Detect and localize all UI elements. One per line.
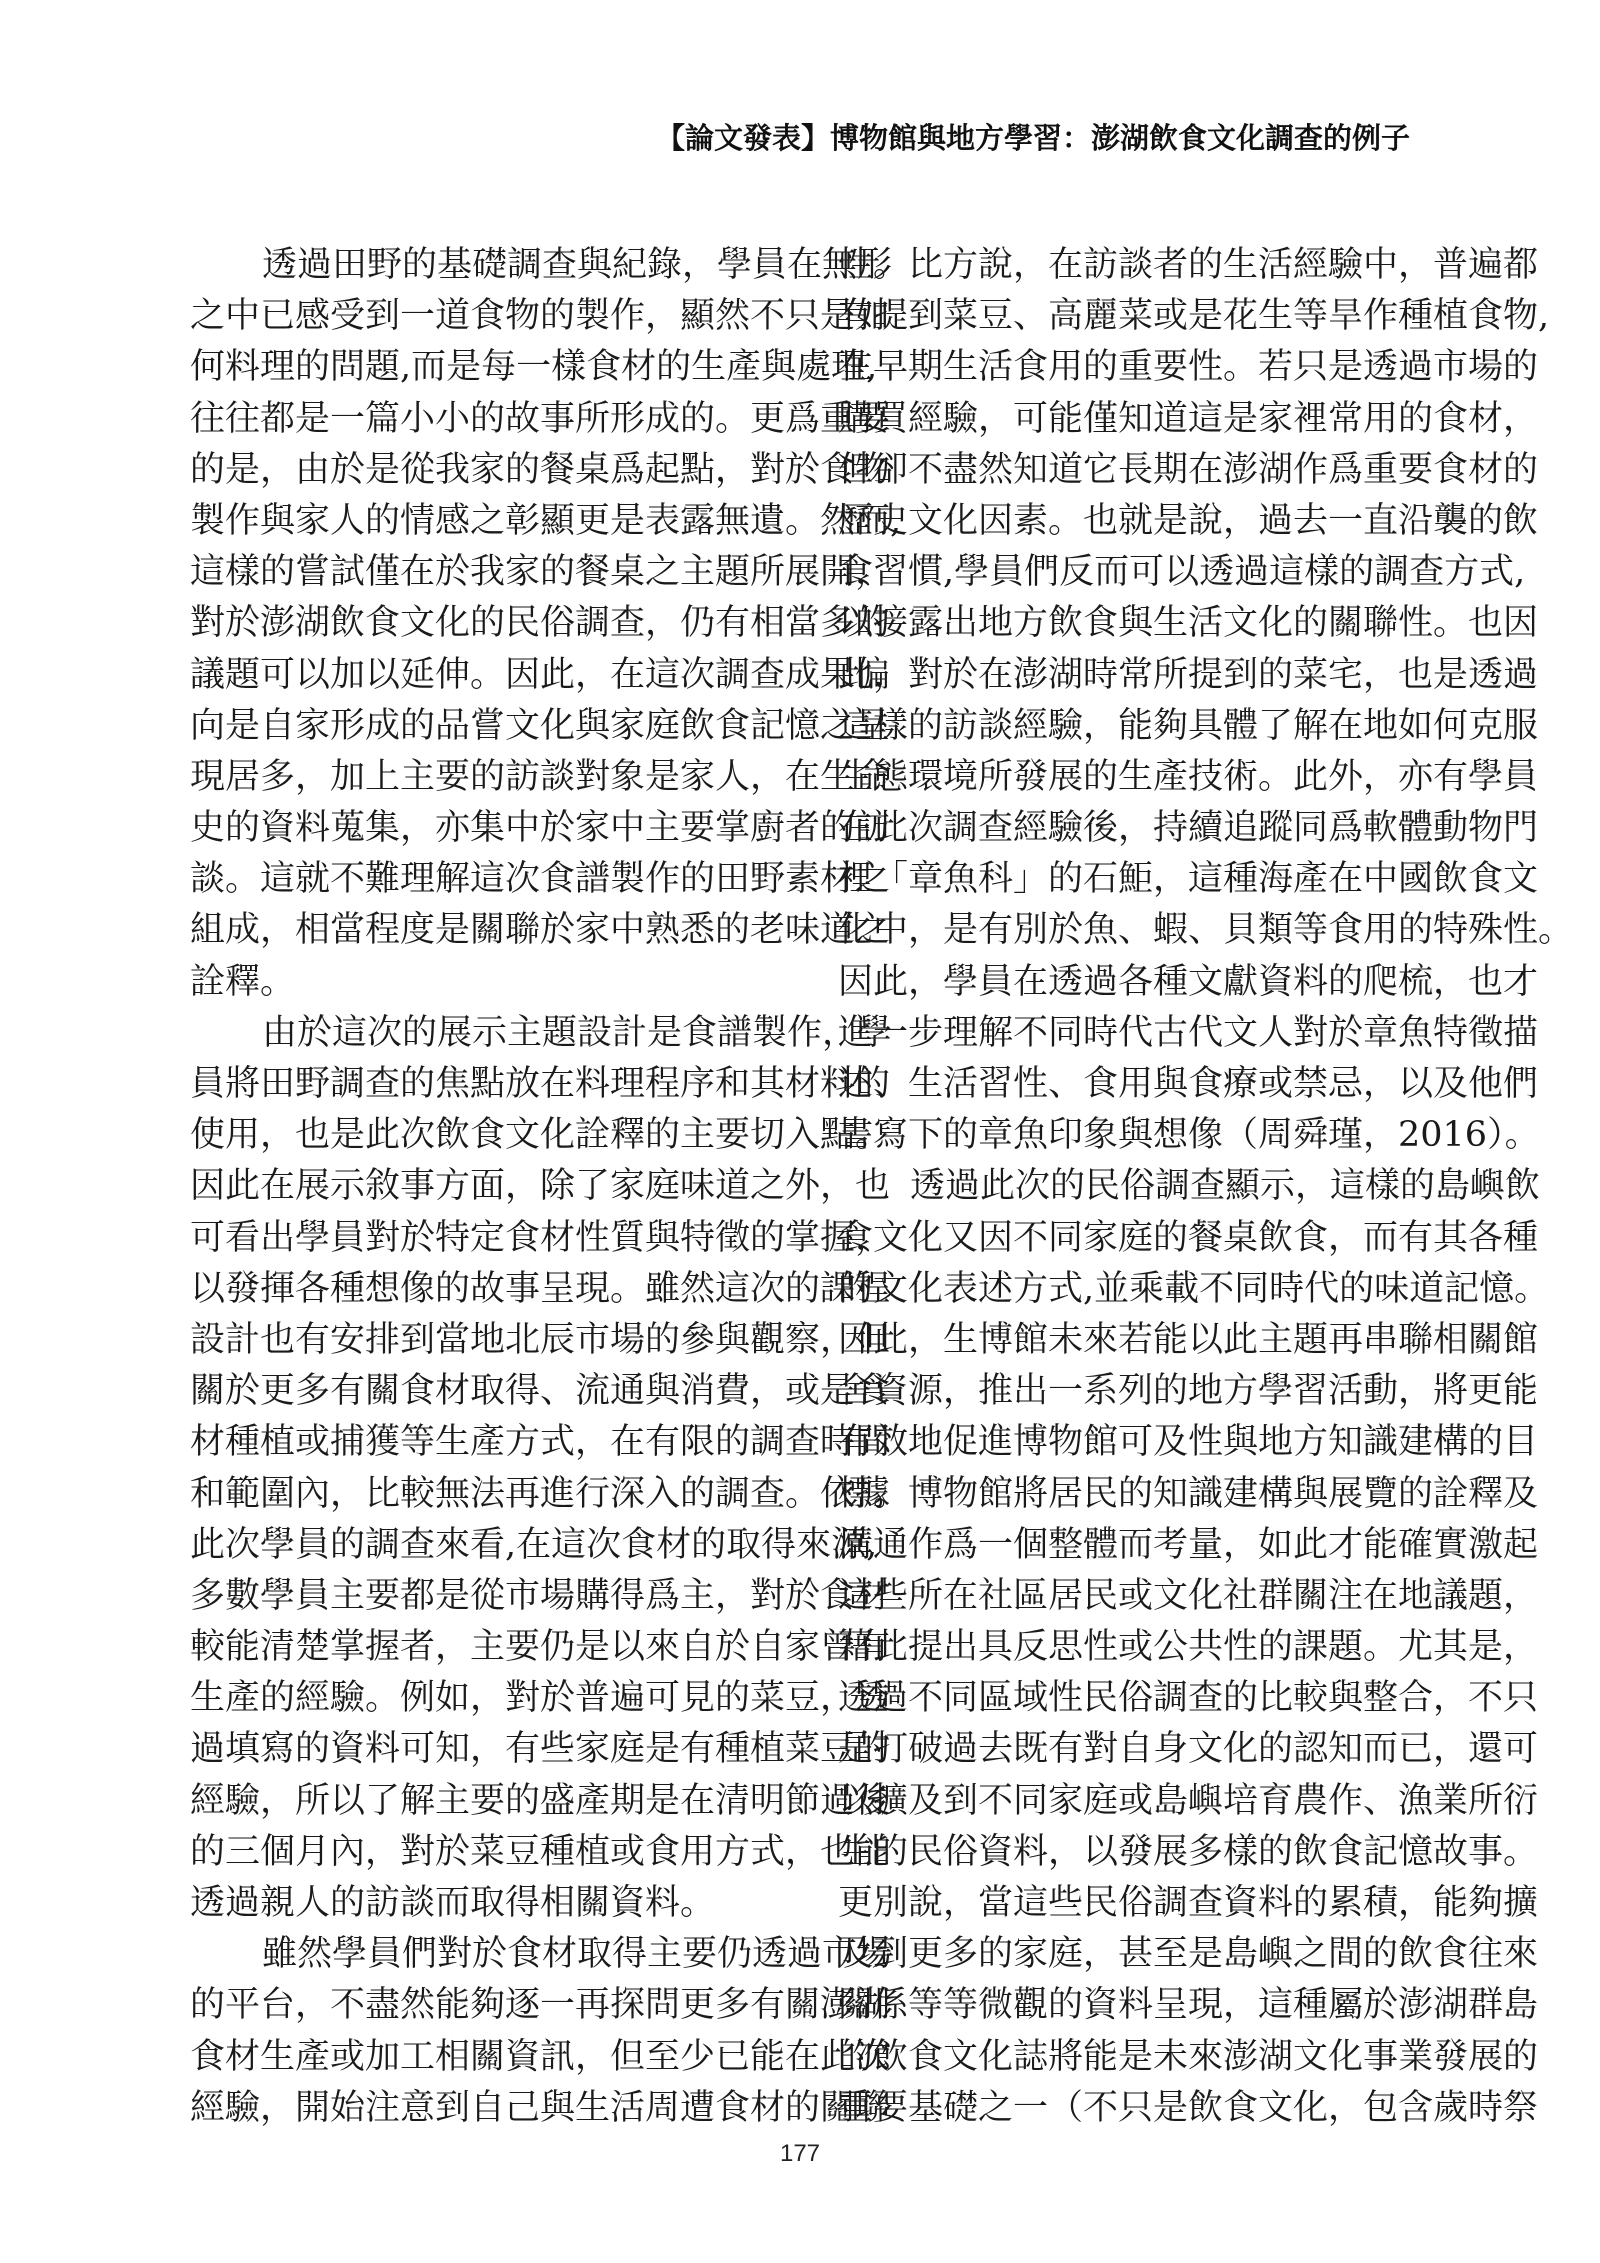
text-line: 多數學員主要都是從市場購得爲主，對於食材 <box>190 1575 891 1616</box>
text-line: 和範圍內，比較無法再進行深入的調查。依據 <box>190 1473 891 1514</box>
text-line: 往往都是一篇小小的故事所形成的。更爲重要 <box>190 398 891 439</box>
text-line: 及到更多的家庭，甚至是島嶼之間的飲食往來 <box>838 1934 1539 1975</box>
text-line: 生的民俗資料，以發展多樣的飲食記憶故事。 <box>838 1831 1539 1872</box>
text-line: 詮釋。 <box>190 961 296 1002</box>
text-line: 過填寫的資料可知，有些家庭是有種植菜豆的 <box>190 1729 891 1770</box>
text-line: 以發揮各種想像的故事呈現。雖然這次的課程 <box>190 1268 891 1309</box>
text-line: 透過田野的基礎調查與紀錄，學員在無形 <box>262 245 893 285</box>
text-line: 關係等等微觀的資料呈現，這種屬於澎湖群島 <box>838 1985 1539 2026</box>
text-line: 對於澎湖飲食文化的民俗調查，仍有相當多的 <box>190 603 891 644</box>
text-line: 生產的經驗。例如，對於普遍可見的菜豆，透 <box>190 1678 891 1719</box>
text-line: 因此，學員在透過各種文獻資料的爬梳，也才 <box>838 961 1539 1002</box>
text-line: 食文化又因不同家庭的餐桌飲食，而有其各種 <box>838 1217 1539 1258</box>
text-line: 可看出學員對於特定食材性質與特徵的掌握， <box>190 1217 891 1258</box>
text-line: 此次學員的調查來看,在這次食材的取得來源, <box>190 1524 878 1565</box>
text-line: 化中，是有別於魚、蝦、貝類等食用的特殊性。 <box>838 910 1574 951</box>
text-line: 重要基礎之一（不只是飲食文化，包含歲時祭 <box>838 2087 1539 2128</box>
paragraph <box>838 1161 1550 2134</box>
paragraph <box>190 1929 893 2134</box>
text-line: 是打破過去既有對自身文化的認知而已，還可 <box>838 1729 1539 1770</box>
text-line: 關於更多有關食材取得、流通與消費，或是食 <box>190 1371 891 1412</box>
text-line: 的飲食文化誌將能是未來澎湖文化事業發展的 <box>838 2036 1539 2077</box>
text-line: 設計也有安排到當地北辰市場的參與觀察，但 <box>190 1319 891 1360</box>
text-line: 這些所在社區居民或文化社群關注在地議題， <box>838 1575 1539 1616</box>
paragraph <box>838 240 1574 1161</box>
text-line: 組成，相當程度是關聯於家中熟悉的老味道之 <box>190 910 891 951</box>
text-line: 購買經驗，可能僅知道這是家裡常用的食材， <box>838 398 1539 439</box>
text-line: 雖然學員們對於食材取得主要仍透過市場 <box>262 1934 893 1975</box>
text-line: 此，對於在澎湖時常所提到的菜宅，也是透過 <box>838 654 1539 695</box>
text-line: 有提到菜豆、高麗菜或是花生等旱作種植食物, <box>838 296 1550 337</box>
text-line: 食材生產或加工相關資訊，但至少已能在此次 <box>190 2036 891 2077</box>
text-line: 的文化表述方式,並乘載不同時代的味道記憶。 <box>838 1268 1550 1309</box>
text-line: 在此次調查經驗後，持續追蹤同爲軟體動物門 <box>838 808 1539 849</box>
running-header: 【論文發表】博物館與地方學習：澎湖飲食文化調查的例子 <box>655 121 1410 155</box>
text-line: 更別說，當這些民俗調查資料的累積，能夠擴 <box>838 1883 1539 1923</box>
text-line: 何料理的問題,而是每一樣食材的生產與處理, <box>190 347 878 388</box>
text-line: 因此在展示敘事方面，除了家庭味道之外，也 <box>190 1166 891 1207</box>
text-line: 這樣的訪談經驗，能夠具體了解在地如何克服 <box>838 705 1539 746</box>
text-line: 溝通作爲一個整體而考量，如此才能確實激起 <box>838 1524 1539 1565</box>
text-line: 之中已感受到一道食物的製作，顯然不只是如 <box>190 296 891 337</box>
text-line: 以接露出地方飲食與生活文化的關聯性。也因 <box>838 603 1539 644</box>
text-line: 述、生活習性、食用與食療或禁忌，以及他們 <box>838 1064 1539 1104</box>
text-line: 的是，由於是從我家的餐桌爲起點，對於食物 <box>190 449 891 490</box>
text-line: 書寫下的章魚印象與想像（周舜瑾，2016）。 <box>838 1115 1540 1156</box>
text-line: 在早期生活食用的重要性。若只是透過市場的 <box>838 347 1539 388</box>
text-line: 性。比方說，在訪談者的生活經驗中，普遍都 <box>838 245 1539 285</box>
text-line: 以擴及到不同家庭或島嶼培育農作、漁業所衍 <box>838 1780 1539 1821</box>
text-line: 現居多，加上主要的訪談對象是家人，在生命 <box>190 756 891 797</box>
text-line: 的三個月內，對於菜豆種植或食用方式，也能 <box>190 1831 891 1872</box>
text-line: 透過此次的民俗調查顯示，這樣的島嶼飲 <box>910 1166 1541 1207</box>
text-line: 談。這就不難理解這次食譜製作的田野素材之 <box>190 859 891 900</box>
paragraph <box>190 1008 893 1929</box>
text-line: 標。博物館將居民的知識建構與展覽的詮釋及 <box>838 1473 1539 1514</box>
text-line: 員將田野調查的焦點放在料理程序和其材料的 <box>190 1064 891 1104</box>
text-line: 史的資料蒐集，亦集中於家中主要掌廚者的訪 <box>190 808 891 849</box>
text-line: 透過親人的訪談而取得相關資料。 <box>190 1883 716 1923</box>
text-line: 經驗，開始注意到自己與生活周遭食材的關聯 <box>190 2087 891 2128</box>
text-line: 藉此提出具反思性或公共性的課題。尤其是， <box>838 1627 1539 1668</box>
text-line: 製作與家人的情感之彰顯更是表露無遺。然而, <box>190 500 902 541</box>
text-line: 歷史文化因素。也就是說，過去一直沿襲的飲 <box>838 500 1539 541</box>
text-line: 透過不同區域性民俗調查的比較與整合，不只 <box>838 1678 1539 1719</box>
text-line: 經驗，所以了解主要的盛產期是在清明節過後 <box>190 1780 891 1821</box>
text-line: 舍資源，推出一系列的地方學習活動，將更能 <box>838 1371 1539 1412</box>
left-column <box>190 240 902 2134</box>
text-line: 使用，也是此次飲食文化詮釋的主要切入點。 <box>190 1115 891 1156</box>
text-line: 由於這次的展示主題設計是食譜製作，學 <box>262 1012 893 1053</box>
text-line: 生態環境所發展的生產技術。此外，亦有學員 <box>838 756 1539 797</box>
paragraph <box>190 240 902 1008</box>
text-line: 有效地促進博物館可及性與地方知識建構的目 <box>838 1422 1539 1463</box>
text-line: 較能清楚掌握者，主要仍是以來自於自家曾有 <box>190 1627 891 1668</box>
text-line: 裡「章魚科」的石鮔，這種海產在中國飲食文 <box>838 859 1539 900</box>
text-line: 的平台，不盡然能夠逐一再探問更多有關澎湖 <box>190 1985 891 2026</box>
text-line: 材種植或捕獲等生產方式，在有限的調查時間 <box>190 1422 891 1463</box>
text-line: 進一步理解不同時代古代文人對於章魚特徵描 <box>838 1012 1539 1053</box>
text-line: 因此，生博館未來若能以此主題再串聯相關館 <box>838 1319 1539 1360</box>
text-line: 向是自家形成的品嘗文化與家庭飲食記憶之呈 <box>190 705 891 746</box>
page-number: 177 <box>779 2140 821 2167</box>
text-line: 議題可以加以延伸。因此，在這次調查成果偏 <box>190 654 891 695</box>
text-line: 但卻不盡然知道它長期在澎湖作爲重要食材的 <box>838 449 1539 490</box>
text-line: 食習慣,學員們反而可以透過這樣的調查方式, <box>838 552 1526 593</box>
text-line: 這樣的嘗試僅在於我家的餐桌之主題所展開， <box>190 552 891 593</box>
right-column <box>838 240 1574 2134</box>
